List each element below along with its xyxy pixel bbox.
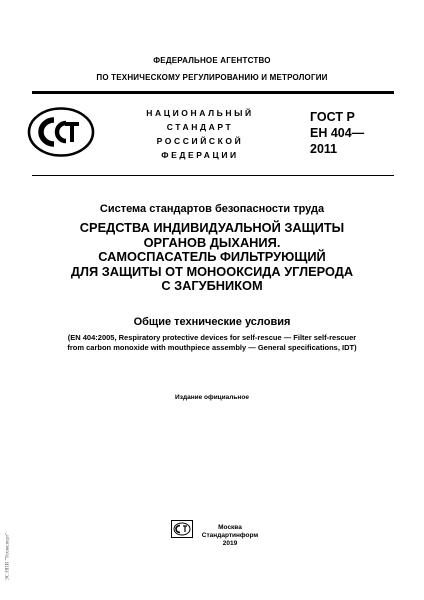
main-title-line: ОРГАНОВ ДЫХАНИЯ. [143, 234, 281, 250]
series-title: Система стандартов безопасности труда [99, 203, 325, 215]
standard-designation [310, 109, 364, 157]
watermark: ЭС НПИ "Техэксперт" [5, 532, 11, 581]
english-title [0, 333, 424, 353]
agency-name-line1: ФЕДЕРАЛЬНОЕ АГЕНТСТВО [153, 56, 271, 65]
national-line: НАЦИОНАЛЬНЫЙ [146, 108, 254, 118]
publisher-info [190, 524, 270, 548]
edition-label: Издание официальное [175, 394, 249, 401]
designation-line: ГОСТ Р [310, 110, 355, 124]
gost-r-logo [26, 106, 96, 158]
english-title-line: from carbon monoxide with mouthpiece assembly — General specifications, IDT) [67, 343, 357, 352]
national-line: ФЕДЕРАЦИИ [161, 150, 239, 160]
top-rule [32, 91, 394, 94]
main-title-line: САМОСПАСАТЕЛЬ ФИЛЬТРУЮЩИЙ [98, 249, 326, 264]
main-title [0, 221, 424, 294]
main-title-line: СРЕДСТВА ИНДИВИДУАЛЬНОЙ ЗАЩИТЫ [79, 220, 345, 235]
main-title-line: С ЗАГУБНИКОМ [161, 278, 263, 293]
designation-line: ЕН 404— [310, 126, 365, 140]
publisher-city: Москва [218, 524, 242, 531]
main-title-line: ДЛЯ ЗАЩИТЫ ОТ МОНООКСИДА УГЛЕРОДА [70, 263, 354, 279]
subtitle: Общие технические условия [133, 316, 291, 328]
agency-name-line2: ПО ТЕХНИЧЕСКОМУ РЕГУЛИРОВАНИЮ И МЕТРОЛОГИИ [96, 73, 328, 82]
national-line: РОССИЙСКОЙ [156, 136, 244, 146]
national-line: СТАНДАРТ [166, 122, 234, 132]
publisher-name: Стандартинформ [201, 532, 259, 539]
middle-rule [32, 175, 394, 176]
national-standard-block [140, 106, 260, 162]
publisher-year: 2019 [222, 540, 238, 547]
english-title-line: (EN 404:2005, Respiratory protective devices for self-rescue — Filter self-rescuer [67, 333, 357, 342]
designation-line: 2011 [310, 142, 338, 156]
